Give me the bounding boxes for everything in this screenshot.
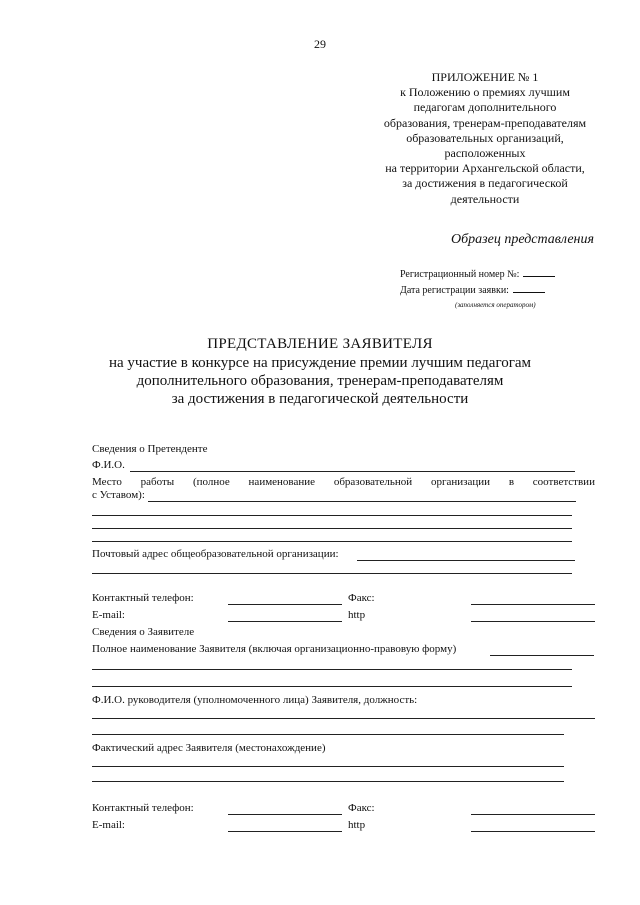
applicant-fax-label: Факс:	[348, 802, 375, 814]
registration-date-field[interactable]	[513, 284, 545, 293]
applicant-http-label: http	[348, 819, 366, 831]
registration-note: (заполняется оператором)	[455, 301, 536, 309]
document-subtitle	[0, 354, 640, 408]
appendix-line: деятельности	[450, 191, 520, 206]
workplace-word: организации	[430, 476, 491, 488]
workplace-word: наименование	[248, 476, 316, 488]
workplace-field-line[interactable]	[92, 515, 572, 516]
subtitle-line: дополнительного образования, тренерам-преподавателям	[136, 373, 504, 389]
workplace-word: в	[508, 476, 515, 488]
candidate-http-field[interactable]	[471, 621, 595, 622]
applicant-head-field-line[interactable]	[92, 734, 564, 735]
applicant-fullname-field-line[interactable]	[92, 669, 572, 670]
subtitle-line: на участие в конкурсе на присуждение премии лучшим педагогам	[108, 355, 532, 371]
workplace-word: соответствии	[532, 476, 595, 488]
applicant-phone-field[interactable]	[228, 814, 342, 815]
page-number: 29	[314, 37, 326, 51]
candidate-fax-label: Факс:	[348, 592, 375, 604]
candidate-http-label: http	[348, 609, 366, 621]
appendix-line: ПРИЛОЖЕНИЕ № 1	[431, 70, 539, 84]
fio-label: Ф.И.О.	[92, 459, 125, 471]
subtitle-line: за достижения в педагогической деятельности	[171, 391, 469, 407]
applicant-email-field[interactable]	[228, 831, 342, 832]
workplace-word: (полное	[192, 476, 230, 488]
candidate-email-label: E-mail:	[92, 609, 125, 621]
fio-field[interactable]	[130, 471, 575, 472]
workplace-label-cont: с Уставом):	[92, 489, 145, 501]
appendix-header	[350, 70, 620, 207]
registration-number-field[interactable]	[523, 268, 555, 277]
postal-address-field[interactable]	[357, 560, 575, 561]
registration-date-label: Дата регистрации заявки:	[400, 285, 509, 296]
workplace-field[interactable]	[148, 501, 576, 502]
candidate-fax-field[interactable]	[471, 604, 595, 605]
applicant-fullname-field[interactable]	[490, 655, 594, 656]
applicant-head-field[interactable]	[92, 718, 595, 719]
appendix-line: на территории Архангельской области,	[385, 161, 585, 176]
appendix-line: педагогам дополнительного	[413, 100, 557, 115]
document-title: ПРЕДСТАВЛЕНИЕ ЗАЯВИТЕЛЯ	[207, 336, 433, 352]
registration-number	[400, 268, 555, 280]
candidate-phone-label: Контактный телефон:	[92, 592, 194, 604]
applicant-fullname-label: Полное наименование Заявителя (включая организационно-правовую форму)	[92, 643, 457, 655]
appendix-line: к Положению о премиях лучшим	[400, 85, 570, 100]
candidate-heading: Сведения о Претенденте	[92, 443, 208, 455]
appendix-line: за достижения в педагогической	[402, 176, 568, 191]
applicant-phone-label: Контактный телефон:	[92, 802, 194, 814]
workplace-field-line[interactable]	[92, 528, 572, 529]
workplace-label	[92, 476, 595, 488]
applicant-fullname-field-line[interactable]	[92, 686, 572, 687]
appendix-line: образования, тренерам-преподавателям	[383, 115, 587, 130]
appendix-line: образовательных организаций,	[406, 130, 564, 145]
candidate-email-field[interactable]	[228, 621, 342, 622]
sample-label: Образец представления	[451, 232, 594, 247]
appendix-line: расположенных	[444, 146, 526, 161]
applicant-address-field[interactable]	[92, 766, 564, 767]
applicant-heading: Сведения о Заявителе	[92, 626, 195, 638]
workplace-field-line[interactable]	[92, 541, 572, 542]
postal-address-label: Почтовый адрес общеобразовательной организации:	[92, 548, 339, 560]
applicant-head-label: Ф.И.О. руководителя (уполномоченного лица) Заявителя, должность:	[92, 694, 418, 706]
applicant-fax-field[interactable]	[471, 814, 595, 815]
registration-number-label: Регистрационный номер №:	[400, 269, 520, 280]
registration-date	[400, 284, 545, 296]
postal-address-field-line[interactable]	[92, 573, 572, 574]
applicant-http-field[interactable]	[471, 831, 595, 832]
workplace-word: Место	[92, 476, 122, 488]
candidate-phone-field[interactable]	[228, 604, 342, 605]
workplace-word: образовательной	[333, 476, 413, 488]
applicant-address-label: Фактический адрес Заявителя (местонахождение)	[92, 742, 326, 754]
workplace-word: работы	[140, 476, 175, 488]
applicant-address-field-line[interactable]	[92, 781, 564, 782]
applicant-email-label: E-mail:	[92, 819, 125, 831]
